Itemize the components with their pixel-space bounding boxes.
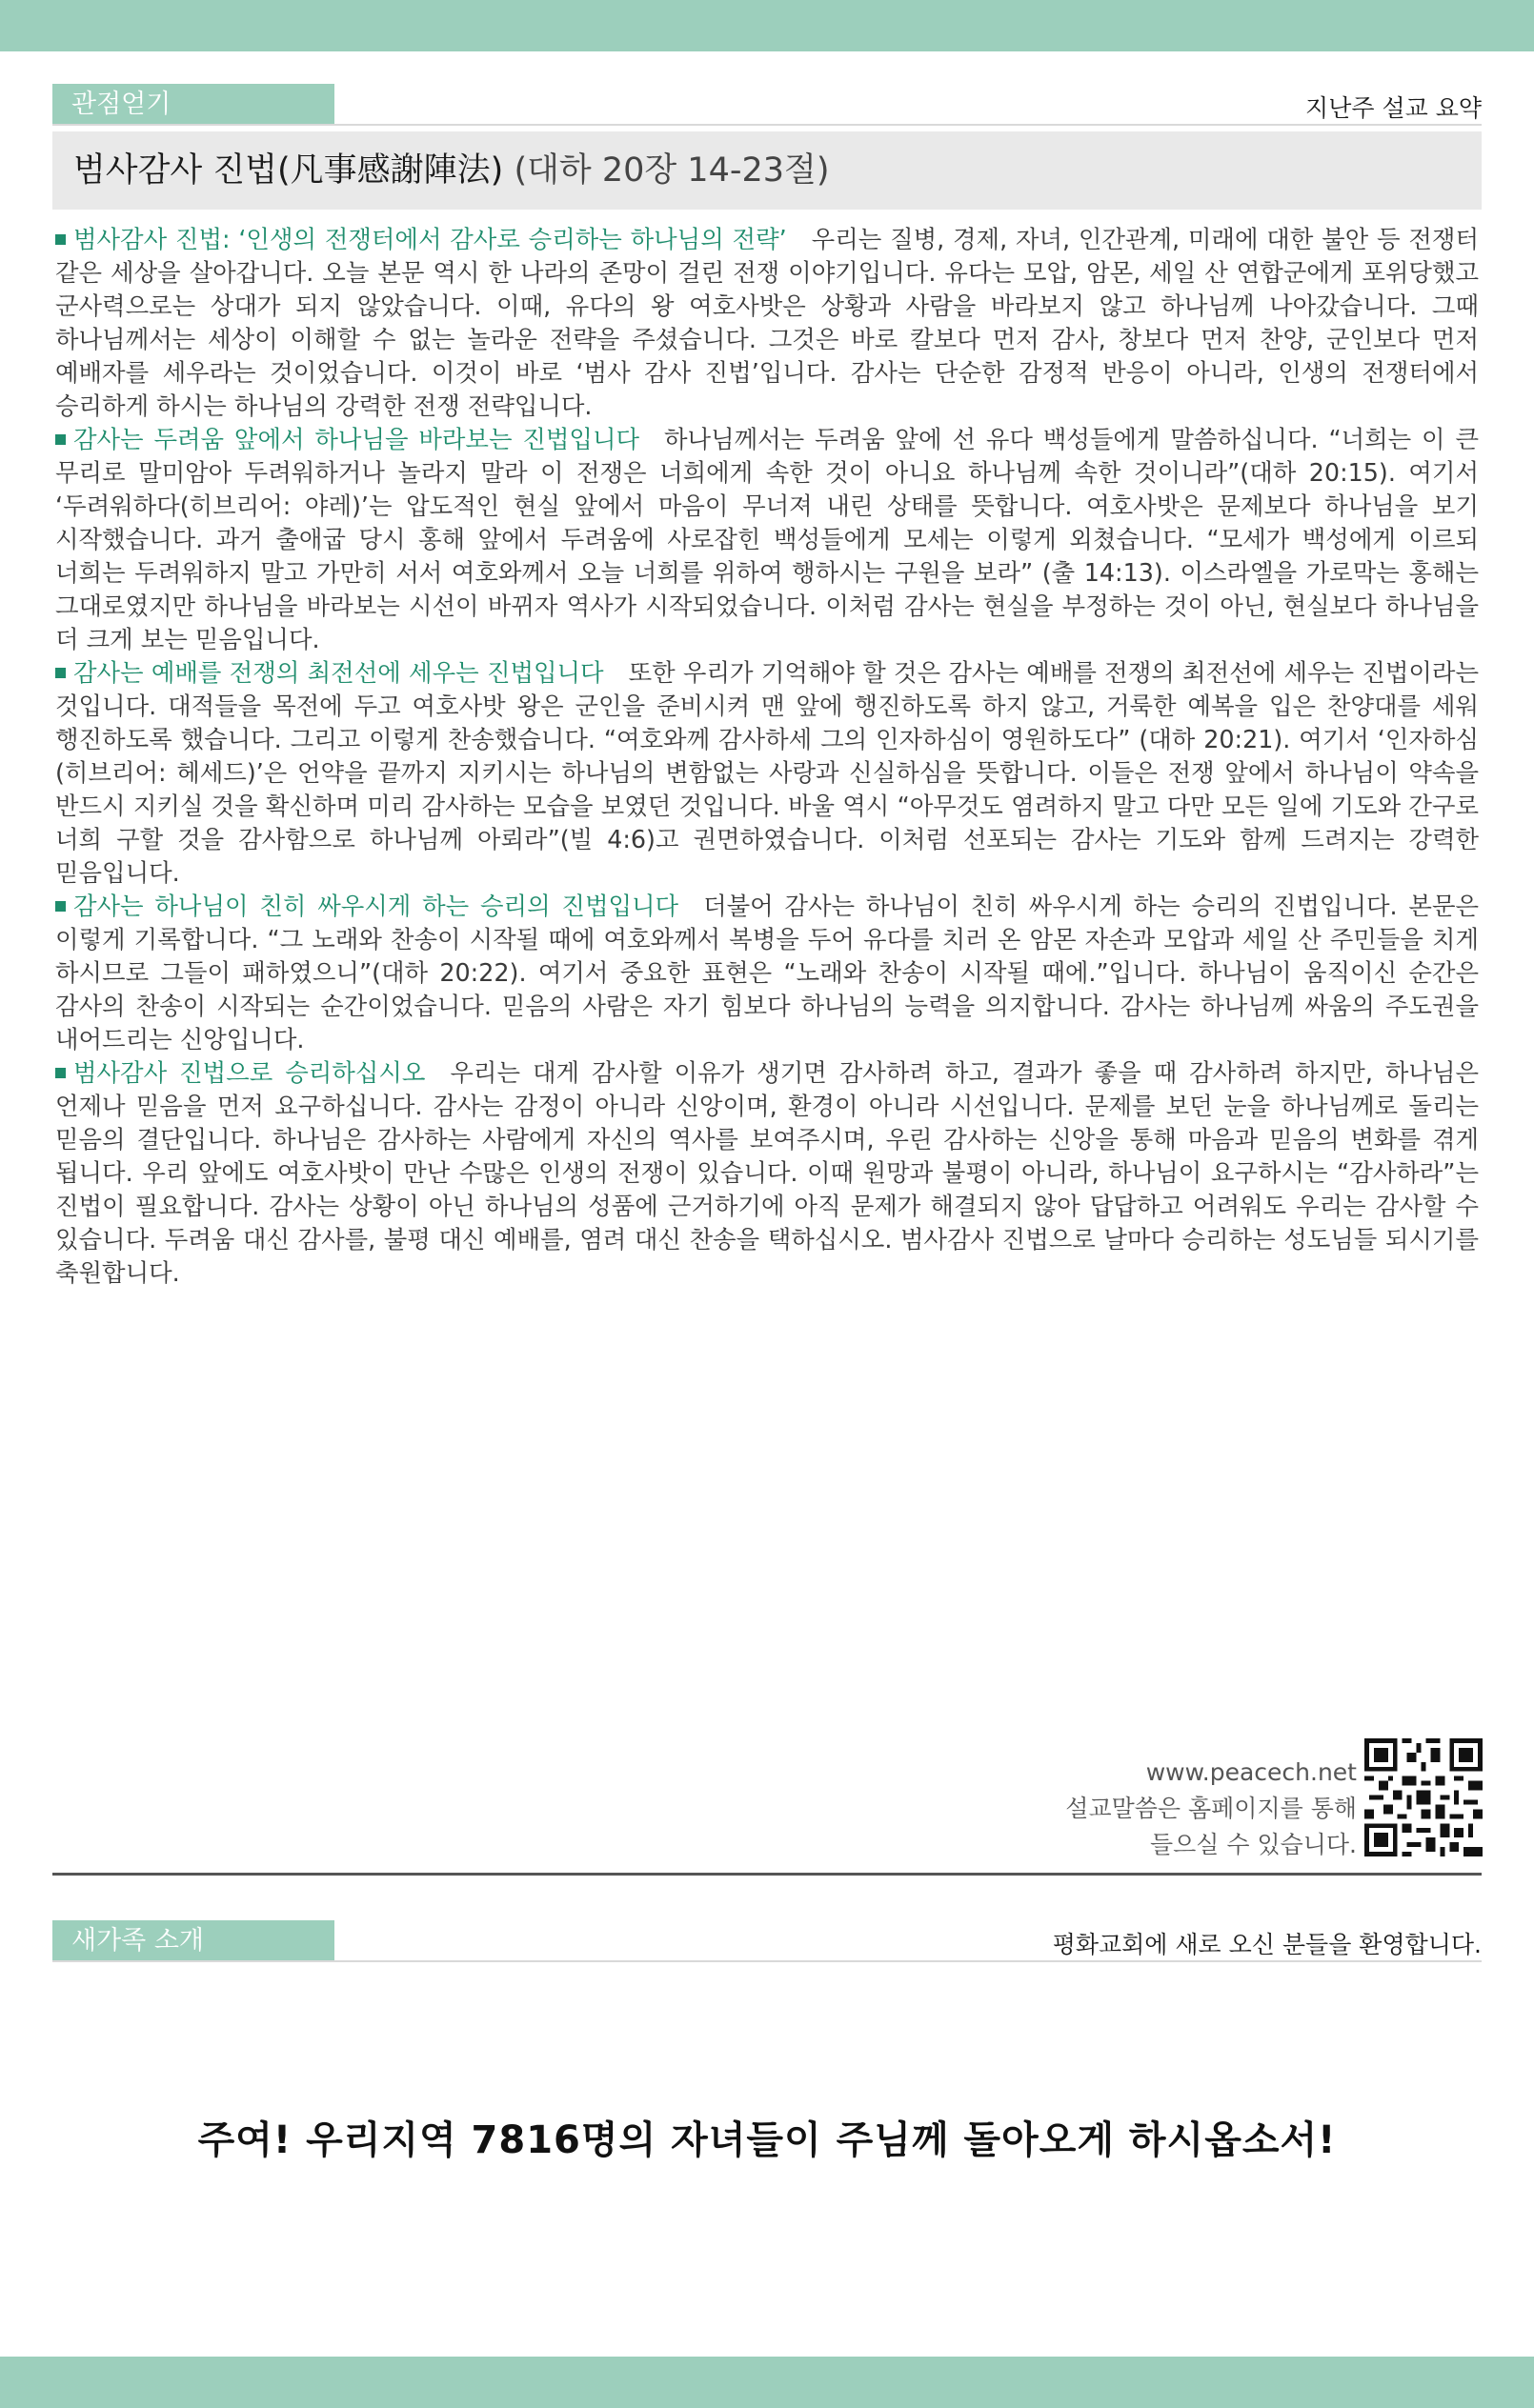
sermon-title-box bbox=[52, 131, 1482, 210]
website-note-line2: 들으실 수 있습니다. bbox=[1149, 1831, 1357, 1858]
paragraph-heading: 감사는 예배를 전쟁의 최전선에 세우는 진법입니다 bbox=[73, 658, 604, 687]
paragraph-heading: 감사는 두려움 앞에서 하나님을 바라보는 진법입니다 bbox=[73, 425, 640, 453]
section-divider bbox=[52, 1873, 1482, 1876]
bullet-square-icon bbox=[55, 434, 66, 445]
paragraph-heading: 범사감사 진법으로 승리하십시오 bbox=[73, 1058, 426, 1087]
paragraph-text: 우리는 대게 감사할 이유가 생기면 감사하려 하고, 결과가 좋을 때 감사하려 하지만, 하나님은 언제나 믿음을 먼저 요구하십니다. 감사는 감정이 아니라 신앙이며, 환경이 아니라 시선입니다. 문제를 보던 눈을 하나님께로 돌리는 믿음의 결단입니다. 하나님은 감사하는 사람에게 자신의 역사를 보여주시며, 우린 감사하는 신앙을 통해 마음과 믿음의 변화를 겪게 됩니다. 우리 앞에도 여호사밧이 만난 수많은 인생의 전쟁이 있습니다. 이때 원망과 불평이 아니라, 하나님이 요구하시는 “감사하라”는 진법이 필요합니다. 감사는 상황이 아닌 하나님의 성품에 근거하기에 아직 문제가 해결되지 않아 답답하고 어려워도 우리는 감사할 수 있습니다. 두려움 대신 감사를, 불평 대신 예배를, 염려 대신 찬송을 택하십시오. 범사감사 진법으로 날마다 승리하는 성도님들 되시기를 축원합니다. bbox=[55, 1058, 1479, 1287]
paragraph-text: 또한 우리가 기억해야 할 것은 감사는 예배를 전쟁의 최전선에 세우는 진법이라는 것입니다. 대적들을 목전에 두고 여호사밧 왕은 군인을 준비시켜 맨 앞에 행진하도록 하지 않고, 거룩한 예복을 입은 찬양대를 세워 행진하도록 했습니다. 그리고 이렇게 찬송했습니다. “여호와께 감사하세 그의 인자하심이 영원하도다” (대하 20:21). 여기서 ‘인자하심(히브리어: 헤세드)’은 언약을 끝까지 지키시는 하나님의 변함없는 사랑과 신실하심을 뜻합니다. 이들은 전쟁 앞에서 하나님이 약속을 반드시 지키실 것을 확신하며 미리 감사하는 모습을 보였던 것입니다. 바울 역시 “아무것도 염려하지 말고 다만 모든 일에 기도와 간구로 너희 구할 것을 감사함으로 하나님께 아뢰라”(빌 4:6)고 권면하였습니다. 이처럼 선포되는 감사는 기도와 함께 드려지는 강력한 믿음입니다. bbox=[55, 658, 1479, 887]
bullet-square-icon bbox=[55, 1068, 66, 1078]
paragraph-text: 더불어 감사는 하나님이 친히 싸우시게 하는 승리의 진법입니다. 본문은 이렇게 기록합니다. “그 노래와 찬송이 시작될 때에 여호와께서 복병을 두어 유다를 치러 온 암몬 자손과 모압과 세일 산 주민들을 치게 하시므로 그들이 패하였으니”(대하 20:22). 여기서 중요한 표현은 “노래와 찬송이 시작될 때에.”입니다. 하나님이 움직이신 순간은 감사의 찬송이 시작되는 순간이었습니다. 믿음의 사람은 자기 힘보다 하나님의 능력을 의지합니다. 감사는 하나님께 싸움의 주도권을 내어드리는 신앙입니다. bbox=[55, 892, 1479, 1054]
section-right-note: 지난주 설교 요약 bbox=[1305, 94, 1482, 122]
paragraph-text: 하나님께서는 두려움 앞에 선 유다 백성들에게 말씀하십니다. “너희는 이 큰 무리로 말미암아 두려워하거나 놀라지 말라 이 전쟁은 너희에게 속한 것이 아니요 하나님께 속한 것이니라”(대하 20:15). 여기서 ‘두려워하다(히브리어: 야레)’는 압도적인 현실 앞에서 마음이 무너져 내린 상태를 뜻합니다. 여호사밧은 문제보다 하나님을 보기 시작했습니다. 과거 출애굽 당시 홍해 앞에서 두려움에 사로잡힌 백성들에게 모세는 이렇게 외쳤습니다. “모세가 백성에게 이르되 너희는 두려워하지 말고 가만히 서서 여호와께서 오늘 너희를 위하여 행하시는 구원을 보라” (출 14:13). 이스라엘을 가로막는 홍해는 그대로였지만 하나님을 바라보는 시선이 바뀌자 역사가 시작되었습니다. 이처럼 감사는 현실을 부정하는 것이 아닌, 현실보다 하나님을 더 크게 보는 믿음입니다. bbox=[55, 425, 1479, 653]
bottom-band bbox=[0, 2357, 1534, 2408]
prayer-banner: 주여! 우리지역 7816명의 자녀들이 주님께 돌아오게 하시옵소서! bbox=[197, 2118, 1337, 2162]
section-rule bbox=[52, 1960, 1482, 1962]
paragraph-text: 우리는 질병, 경제, 자녀, 인간관계, 미래에 대한 불안 등 전쟁터 같은 세상을 살아갑니다. 오늘 본문 역시 한 나라의 존망이 걸린 전쟁 이야기입니다. 유다는 모압, 암몬, 세일 산 연합군에게 포위당했고 군사력으로는 상대가 되지 않았습니다. 이때, 유다의 왕 여호사밧은 상황과 사람을 바라보지 않고 하나님께 나아갔습니다. 그때 하나님께서는 세상이 이해할 수 없는 놀라운 전략을 주셨습니다. 그것은 바로 칼보다 먼저 감사, 창보다 먼저 찬양, 군인보다 먼저 예배자를 세우라는 것이었습니다. 이것이 바로 ‘범사 감사 진법’입니다. 감사는 단순한 감정적 반응이 아니라, 인생의 전쟁터에서 승리하게 하시는 하나님의 강력한 전쟁 전략입니다. bbox=[55, 225, 1479, 420]
website-note-line1: 설교말씀은 홈페이지를 통해 bbox=[1065, 1795, 1357, 1822]
section-tab-label: 새가족 소개 bbox=[52, 1920, 334, 1962]
paragraph bbox=[55, 656, 1479, 890]
sermon-summary bbox=[55, 223, 1479, 1290]
paragraph-heading: 범사감사 진법: ‘인생의 전쟁터에서 감사로 승리하는 하나님의 전략’ bbox=[73, 225, 787, 253]
section-right-note: 평화교회에 새로 오신 분들을 환영합니다. bbox=[1052, 1931, 1482, 1958]
website-info bbox=[1065, 1755, 1357, 1863]
top-band bbox=[0, 0, 1534, 51]
qr-code-icon[interactable] bbox=[1364, 1738, 1483, 1856]
paragraph bbox=[55, 890, 1479, 1056]
paragraph-heading: 감사는 하나님이 친히 싸우시게 하는 승리의 진법입니다 bbox=[73, 892, 679, 920]
bullet-square-icon bbox=[55, 234, 66, 245]
website-url[interactable]: www.peacech.net bbox=[1145, 1758, 1357, 1786]
bullet-square-icon bbox=[55, 901, 66, 912]
paragraph bbox=[55, 423, 1479, 656]
sermon-title: 범사감사 진법(凡事感謝陣法) bbox=[73, 151, 504, 190]
paragraph bbox=[55, 223, 1479, 423]
section-tab-label: 관점얻기 bbox=[52, 84, 334, 126]
section-header-new-family bbox=[52, 1920, 1482, 1962]
bullet-square-icon bbox=[55, 668, 66, 678]
paragraph bbox=[55, 1056, 1479, 1290]
section-rule bbox=[52, 124, 1482, 126]
section-header-perspective bbox=[52, 84, 1482, 126]
sermon-scripture-ref: (대하 20장 14-23절) bbox=[514, 151, 830, 190]
